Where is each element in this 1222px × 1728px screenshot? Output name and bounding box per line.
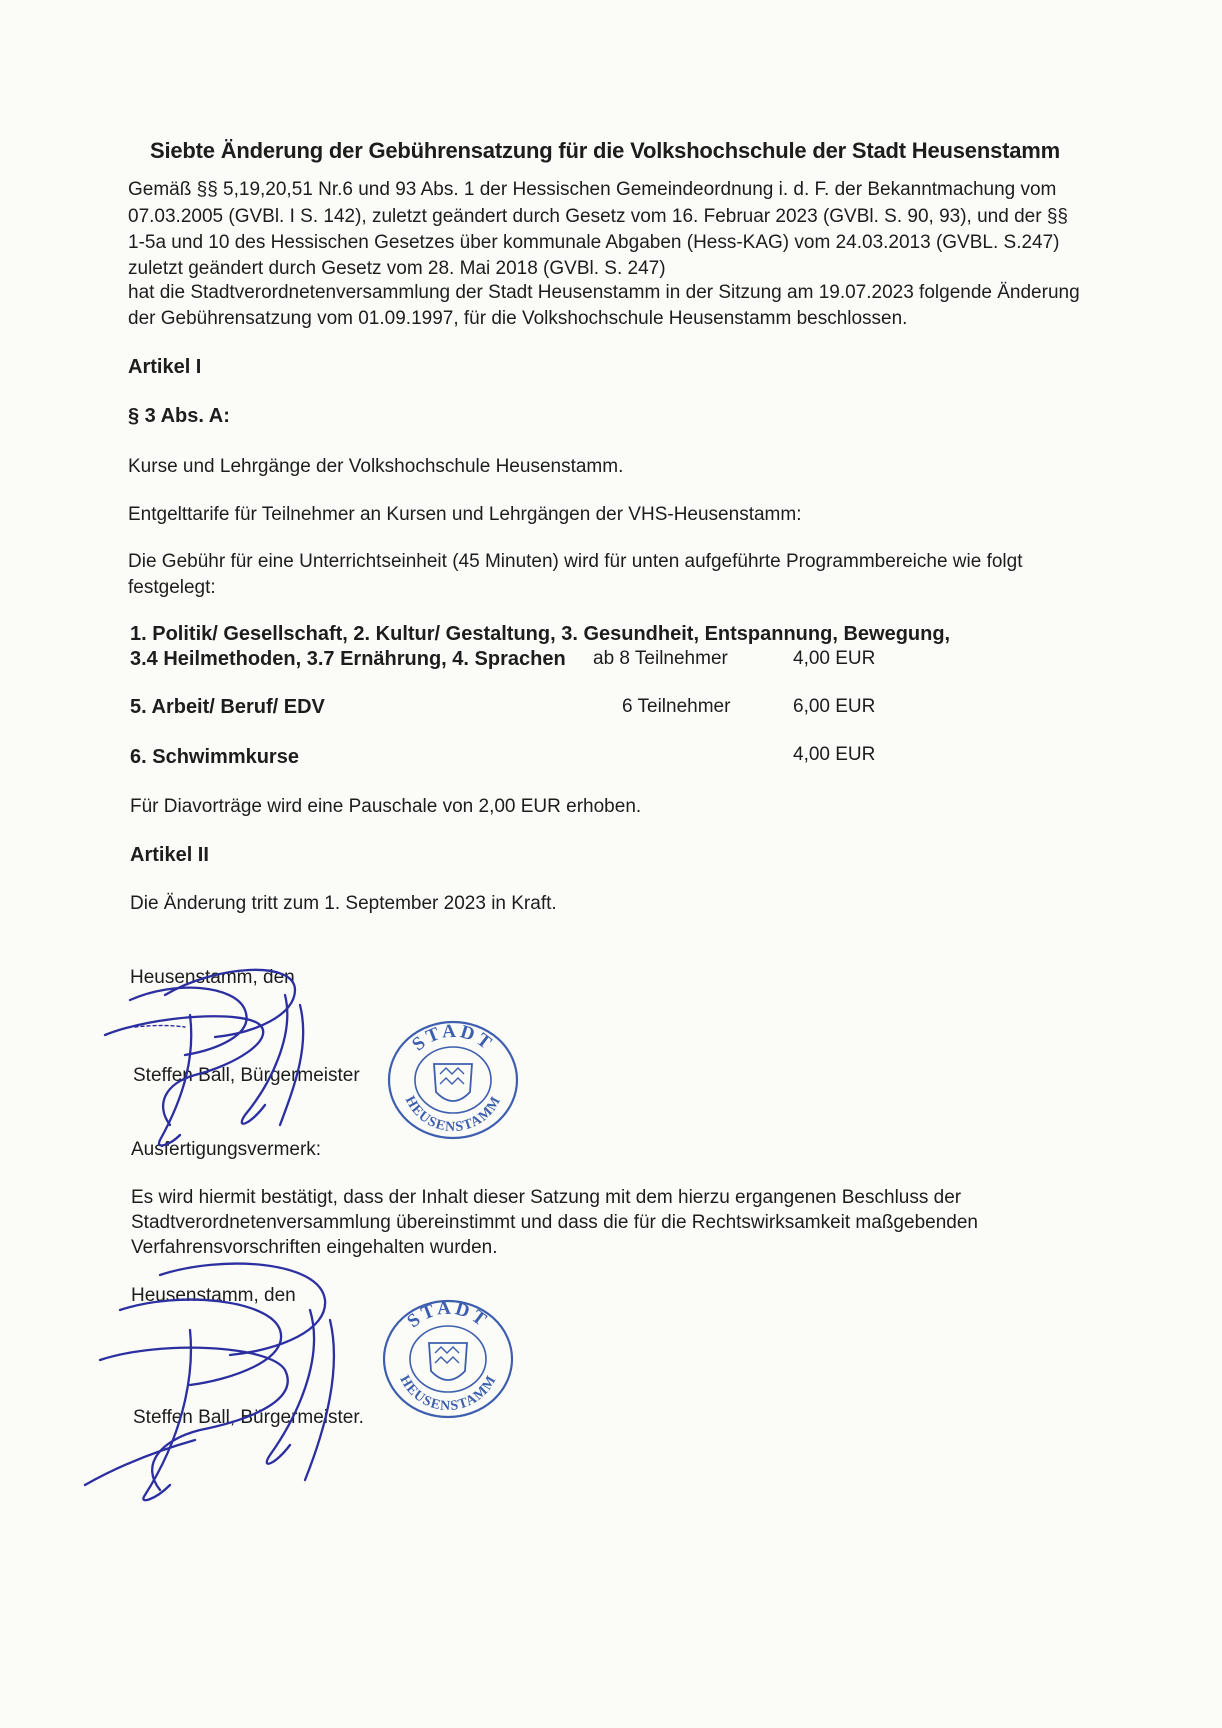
city-seal-stamp-1 xyxy=(384,1018,522,1142)
fee-category-2: 5. Arbeit/ Beruf/ EDV xyxy=(130,696,325,718)
section-3a-heading: § 3 Abs. A: xyxy=(128,405,230,427)
stamp-2-top-text: STADT xyxy=(403,1297,493,1333)
preamble-line-2: 07.03.2005 (GVBl. I S. 142), zuletzt geändert durch Gesetz vom 16. Februar 2023 (GVBl. S. 90, 93), und der §§ xyxy=(128,206,1068,227)
tariff-intro: Entgelttarife für Teilnehmer an Kursen und Lehrgängen der VHS-Heusenstamm: xyxy=(128,504,802,525)
fee-amount-3: 4,00 EUR xyxy=(793,744,876,765)
svg-text:HEUSENSTAMM xyxy=(402,1094,504,1136)
certification-heading: Ausfertigungsvermerk: xyxy=(131,1139,322,1160)
preamble-line-4: zuletzt geändert durch Gesetz vom 28. Mai 2018 (GVBl. S. 247) xyxy=(128,258,666,279)
signature-place-1: Heusenstamm, den xyxy=(130,967,295,988)
certification-line-3: Verfahrensvorschriften eingehalten wurden. xyxy=(131,1237,498,1258)
courses-intro: Kurse und Lehrgänge der Volkshochschule Heusenstamm. xyxy=(128,456,624,477)
fee-participants-2: 6 Teilnehmer xyxy=(622,696,731,717)
slide-show-fee-note: Für Diavorträge wird eine Pauschale von 2,00 EUR erhoben. xyxy=(130,796,642,817)
signatory-name-2: Steffen Ball, Bürgermeister. xyxy=(133,1407,364,1428)
stamp-1-bottom-text: HEUSENSTAMM xyxy=(401,1093,505,1136)
fee-category-1-line-1: 1. Politik/ Gesellschaft, 2. Kultur/ Gestaltung, 3. Gesundheit, Entspannung, Bewegung, xyxy=(130,623,951,645)
document-title: Siebte Änderung der Gebührensatzung für die Volkshochschule der Stadt Heusenstamm xyxy=(150,138,1061,163)
preamble-line-5: hat die Stadtverordnetenversammlung der Stadt Heusenstamm in der Sitzung am 19.07.2023 folgende Änderung xyxy=(128,282,1080,303)
preamble-line-3: 1-5a und 10 des Hessischen Gesetzes über kommunale Abgaben (Hess-KAG) vom 24.03.2013 (GVBL. S.247) xyxy=(128,232,1060,253)
fee-definition-line-2: festgelegt: xyxy=(128,577,216,598)
effective-date-text: Die Änderung tritt zum 1. September 2023 in Kraft. xyxy=(130,893,557,914)
certification-line-1: Es wird hiermit bestätigt, dass der Inhalt dieser Satzung mit dem hierzu ergangenen Beschluss der xyxy=(131,1187,962,1208)
certification-line-2: Stadtverordnetenversammlung übereinstimmt und dass die für die Rechtswirksamkeit maßgebenden xyxy=(131,1212,978,1233)
city-seal-stamp-2 xyxy=(378,1296,518,1422)
svg-text:HEUSENSTAMM xyxy=(396,1373,499,1414)
fee-amount-1: 4,00 EUR xyxy=(793,648,876,669)
signatory-name-1: Steffen Ball, Bürgermeister xyxy=(133,1065,360,1086)
article-1-heading: Artikel I xyxy=(128,356,202,378)
fee-category-1-line-2: 3.4 Heilmethoden, 3.7 Ernährung, 4. Sprachen xyxy=(130,648,566,670)
fee-participants-1: ab 8 Teilnehmer xyxy=(593,648,728,669)
fee-amount-2: 6,00 EUR xyxy=(793,696,876,717)
svg-text:STADT xyxy=(403,1298,492,1333)
svg-text:STADT xyxy=(408,1021,497,1056)
stamp-1-top-text: STADT xyxy=(408,1020,498,1056)
preamble-line-6: der Gebührensatzung vom 01.09.1997, für die Volkshochschule Heusenstamm beschlossen. xyxy=(128,308,908,329)
signature-place-2: Heusenstamm, den xyxy=(131,1285,296,1306)
stamp-2-bottom-text: HEUSENSTAMM xyxy=(396,1372,500,1415)
fee-category-3: 6. Schwimmkurse xyxy=(130,746,299,768)
fee-definition-line-1: Die Gebühr für eine Unterrichtseinheit (45 Minuten) wird für unten aufgeführte Programmbereiche wie folgt xyxy=(128,551,1023,572)
article-2-heading: Artikel II xyxy=(130,844,209,866)
preamble-line-1: Gemäß §§ 5,19,20,51 Nr.6 und 93 Abs. 1 der Hessischen Gemeindeordnung i. d. F. der Bekanntmachung vom xyxy=(128,179,1057,200)
